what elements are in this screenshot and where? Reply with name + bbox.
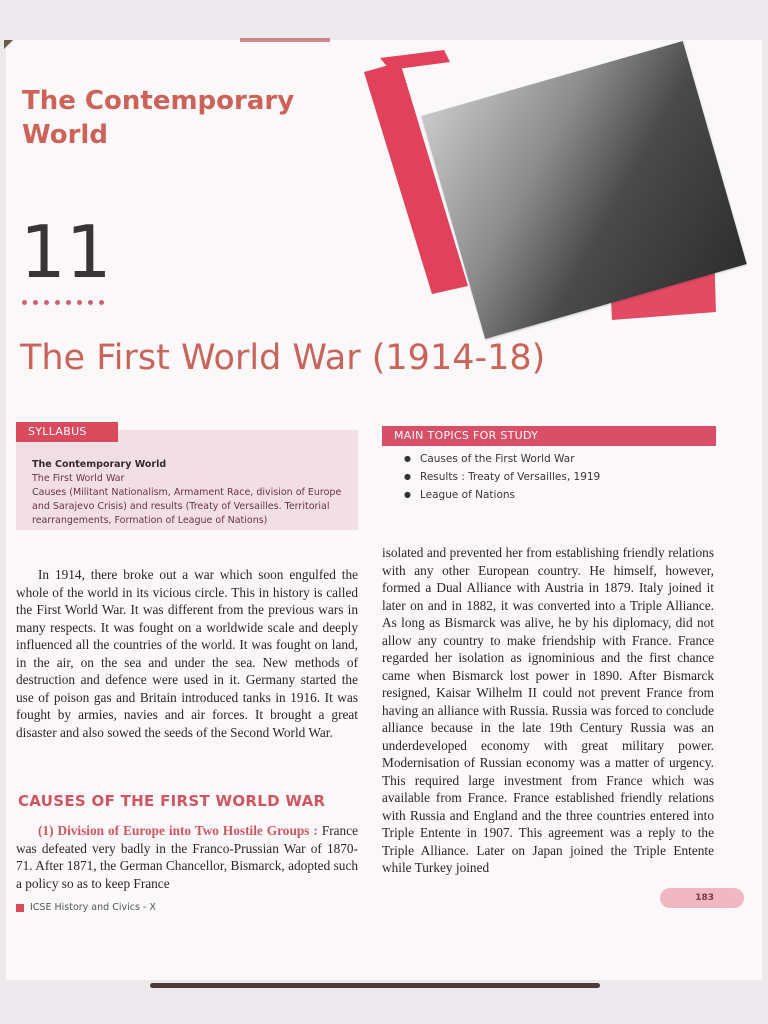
intro-paragraph: In 1914, there broke out a war which soon engulfed the whole of the world in its vicious circle. This in history is called the First World War. It was different from the previous wars in many respects. It was fought on a worldwide scale and deeply influenced all the countries of the world. It was fought on land, in the air, on the sea and under the sea. New methods of destruction and defence were used in it. Germany started the use of poison gas and Britain introduced tanks in 1916. It was fought by armies, navies and air forces. It brought a great disaster and also sowed the seeds of the Second World War. <box>16 567 358 740</box>
page-edge-shadow <box>240 38 330 42</box>
syllabus-details: Causes (Militant Nationalism, Armament Race, division of Europe and Sarajevo Crisis) and results (Treaty of Versailles. Territorial rearrangements, Formation of League of Nations) <box>32 487 342 526</box>
main-topics-list <box>404 450 714 504</box>
right-column-text: isolated and prevented her from establishing friendly relations with any other European country. He himself, however, formed a Dual Alliance with Austria in 1879. Italy joined it later on and in 1882, it was converted into a Triple Alliance. As long as Bismarck was alive, he by his diplomacy, did not allow any country to make friendship with France. France regarded her isolation as ignominious and the first chance came when Bismarck lost power in 1890. After Bismarck resigned, Kaisar Wilhelm II could not prevent France from having an alliance with Russia. Russia was forced to conclude alliance because in the late 19th Century Russia was an underdeveloped economy with great military power. Modernisation of Russian economy was a matter of urgency. This required large investment from France which was available from France. France established friendly relations with Russia and England and the three countries entered into Triple Entente in 1907. This agreement was a reply to the Triple Alliance. Later on Japan joined the Triple Entente while Turkey joined <box>382 545 714 875</box>
footer-square-icon <box>16 904 24 912</box>
main-topics-label: MAIN TOPICS FOR STUDY <box>382 426 716 446</box>
syllabus-heading: The Contemporary World <box>32 459 167 470</box>
page-number: 183 <box>660 888 744 908</box>
decorative-dots <box>22 300 104 305</box>
footer-book-title <box>16 902 156 913</box>
cause-paragraph <box>16 822 358 892</box>
footer-book-name: ICSE History and Civics - X <box>30 902 156 913</box>
cause-column <box>16 822 358 892</box>
page-corner-mark <box>4 40 13 49</box>
intro-column <box>16 566 358 741</box>
topic-item: ● Results : Treaty of Versailles, 1919 <box>404 468 714 486</box>
topic-item: ● League of Nations <box>404 486 714 504</box>
red-banner-top <box>380 50 450 70</box>
syllabus-content <box>32 458 362 528</box>
topic-item: ● Causes of the First World War <box>404 450 714 468</box>
chapter-number: 11 <box>20 210 112 294</box>
cause-text: France was defeated very badly in the Franco-Prussian War of 1870-71. After 1871, the German Chancellor, Bismarck, adopted such a policy so as to keep France <box>16 823 358 891</box>
cause-heading: (1) Division of Europe into Two Hostile Groups : <box>38 823 318 838</box>
chapter-title: The First World War (1914-18) <box>20 338 546 378</box>
chapter-kicker: The Contemporary World <box>22 86 295 150</box>
syllabus-subheading: The First World War <box>32 473 125 484</box>
section-heading: CAUSES OF THE FIRST WORLD WAR <box>18 792 326 810</box>
page-bottom-shadow <box>150 983 600 988</box>
syllabus-label: SYLLABUS <box>16 422 118 442</box>
right-column <box>382 544 714 877</box>
